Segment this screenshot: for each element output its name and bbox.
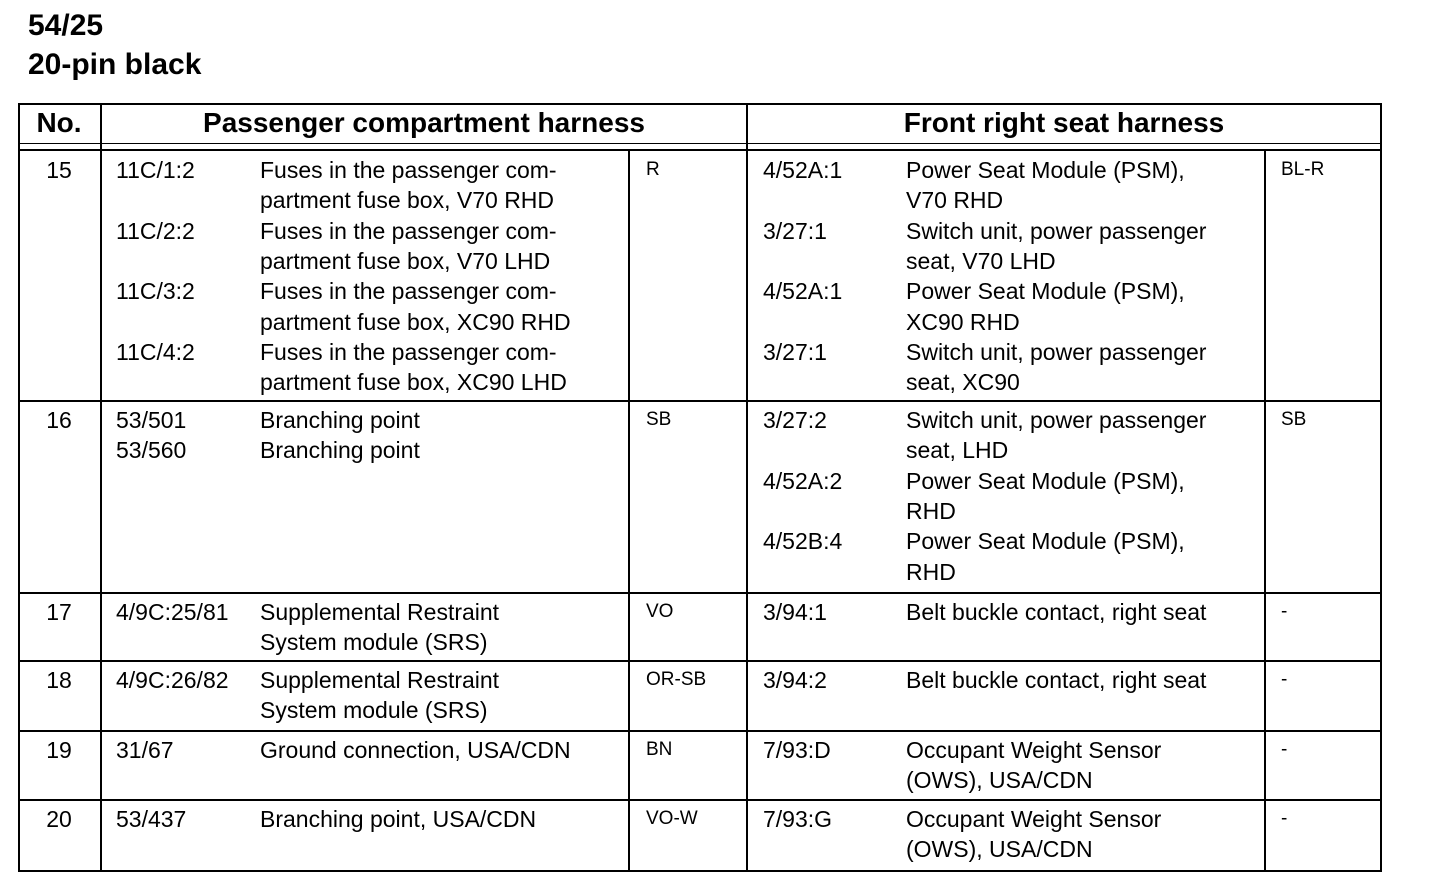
seat-harness-description: Switch unit, power passenger [906, 217, 1207, 244]
column-divider-right-color [1264, 151, 1266, 872]
seat-harness-description: seat, XC90 [906, 369, 1020, 396]
passenger-harness-description: partment fuse box, V70 RHD [260, 187, 555, 214]
passenger-harness-wire-color: OR-SB [646, 669, 707, 690]
passenger-harness-description: Fuses in the passenger com- [260, 157, 557, 183]
seat-harness-code: 3/27:1 [763, 217, 827, 244]
border-top [18, 103, 1382, 105]
seat-harness-description: seat, LHD [906, 437, 1009, 464]
pin-number: 16 [46, 407, 72, 433]
seat-harness-code: 3/94:1 [763, 599, 827, 625]
passenger-harness-description: System module (SRS) [260, 629, 488, 656]
passenger-harness-wire-color: VO [646, 601, 674, 622]
header-no: No. [36, 107, 82, 138]
seat-harness-description: XC90 RHD [906, 308, 1020, 335]
passenger-harness-wire-color: VO-W [646, 808, 698, 829]
passenger-harness-code: 53/501 [116, 407, 187, 433]
row-divider-18 [18, 730, 1382, 732]
passenger-harness-description: Fuses in the passenger com- [260, 217, 557, 244]
connector-number: 54/25 [28, 9, 104, 42]
passenger-harness-description: Branching point, USA/CDN [260, 806, 537, 832]
pin-number: 18 [46, 667, 72, 693]
seat-harness-code: 7/93:G [763, 806, 833, 832]
seat-harness-wire-color: - [1281, 739, 1288, 760]
pin-number: 20 [46, 806, 72, 832]
seat-harness-code: 3/27:1 [763, 338, 827, 365]
header-rule-upper [18, 143, 1382, 144]
passenger-harness-wire-color: R [646, 159, 660, 180]
column-divider-center [746, 103, 748, 872]
passenger-harness-description: Fuses in the passenger com- [260, 278, 557, 305]
seat-harness-description: RHD [906, 558, 956, 585]
passenger-harness-description: Fuses in the passenger com- [260, 338, 557, 365]
pin-number: 15 [46, 157, 72, 183]
row-divider-15 [18, 400, 1382, 402]
passenger-harness-code: 11C/3:2 [116, 278, 195, 305]
passenger-harness-code: 11C/4:2 [116, 338, 195, 365]
seat-harness-description: Switch unit, power passenger [906, 338, 1207, 365]
seat-harness-code: 4/52A:1 [763, 278, 843, 305]
seat-harness-description: Belt buckle contact, right seat [906, 667, 1207, 693]
seat-harness-description: (OWS), USA/CDN [906, 767, 1093, 794]
seat-harness-code: 3/94:2 [763, 667, 827, 693]
column-divider-no [100, 103, 102, 872]
seat-harness-description: Switch unit, power passenger [906, 407, 1207, 433]
pinout-table [18, 103, 1382, 872]
row-divider-19 [18, 799, 1382, 801]
passenger-harness-wire-color: SB [646, 409, 672, 430]
seat-harness-description: Power Seat Module (PSM), [906, 157, 1185, 183]
page-title [28, 6, 201, 84]
passenger-harness-code: 4/9C:26/82 [116, 667, 229, 693]
seat-harness-description: RHD [906, 497, 956, 524]
seat-harness-wire-color: SB [1281, 409, 1307, 430]
passenger-harness-description: partment fuse box, XC90 RHD [260, 308, 571, 335]
seat-harness-wire-color: - [1281, 808, 1288, 829]
row-divider-16 [18, 592, 1382, 594]
pin-number: 17 [46, 599, 72, 625]
connector-description: 20-pin black [28, 48, 202, 81]
seat-harness-wire-color: - [1281, 669, 1288, 690]
column-divider-left-color [628, 151, 630, 872]
seat-harness-code: 4/52B:4 [763, 528, 843, 555]
seat-harness-wire-color: - [1281, 601, 1288, 622]
seat-harness-description: V70 RHD [906, 187, 1004, 214]
passenger-harness-description: Branching point [260, 437, 420, 464]
seat-harness-description: Power Seat Module (PSM), [906, 528, 1185, 555]
seat-harness-wire-color: BL-R [1281, 159, 1325, 180]
seat-harness-code: 3/27:2 [763, 407, 827, 433]
passenger-harness-code: 11C/2:2 [116, 217, 195, 244]
header-passenger-compartment-harness: Passenger compartment harness [203, 107, 645, 138]
passenger-harness-code: 31/67 [116, 737, 174, 763]
passenger-harness-description: partment fuse box, V70 LHD [260, 247, 551, 274]
header-front-right-seat-harness: Front right seat harness [903, 107, 1225, 138]
passenger-harness-description: Ground connection, USA/CDN [260, 737, 571, 763]
passenger-harness-wire-color: BN [646, 739, 673, 760]
passenger-harness-code: 4/9C:25/81 [116, 599, 229, 625]
passenger-harness-description: Supplemental Restraint [260, 599, 500, 625]
seat-harness-description: Power Seat Module (PSM), [906, 278, 1185, 305]
seat-harness-code: 7/93:D [763, 737, 831, 763]
seat-harness-description: Belt buckle contact, right seat [906, 599, 1207, 625]
seat-harness-code: 4/52A:1 [763, 157, 843, 183]
passenger-harness-code: 11C/1:2 [116, 157, 195, 183]
passenger-harness-description: Branching point [260, 407, 420, 433]
seat-harness-code: 4/52A:2 [763, 467, 843, 494]
seat-harness-description: Occupant Weight Sensor [906, 806, 1162, 832]
seat-harness-description: seat, V70 LHD [906, 247, 1056, 274]
border-right [1380, 103, 1382, 872]
seat-harness-description: Occupant Weight Sensor [906, 737, 1162, 763]
row-divider-17 [18, 660, 1382, 662]
passenger-harness-description: partment fuse box, XC90 LHD [260, 369, 567, 396]
passenger-harness-description: System module (SRS) [260, 697, 488, 724]
border-bottom [18, 870, 1382, 872]
passenger-harness-description: Supplemental Restraint [260, 667, 500, 693]
passenger-harness-code: 53/437 [116, 806, 187, 832]
seat-harness-description: (OWS), USA/CDN [906, 836, 1093, 863]
seat-harness-description: Power Seat Module (PSM), [906, 467, 1185, 494]
header-rule-lower [18, 149, 1382, 151]
pin-number: 19 [46, 737, 72, 763]
passenger-harness-code: 53/560 [116, 437, 187, 464]
